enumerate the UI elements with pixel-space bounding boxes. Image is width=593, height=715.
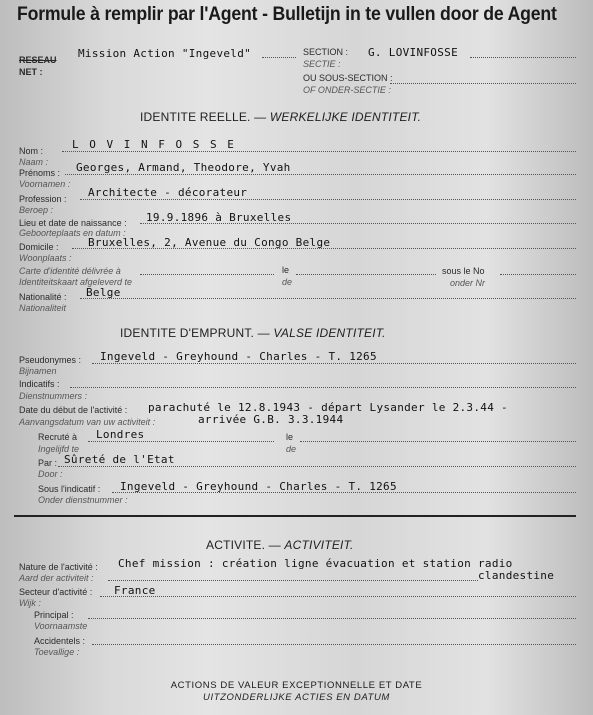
beroep-label: Beroep :: [19, 205, 54, 215]
profession-value: Architecte - décorateur: [88, 186, 248, 199]
diensnummers-label: Dienstnummers :: [19, 391, 88, 401]
recrute-value: Londres: [96, 428, 145, 441]
secteur-value: France: [114, 584, 156, 597]
pseudonymes-value: Ingeveld - Greyhound - Charles - T. 1265: [100, 350, 377, 363]
pseudonymes-label: Pseudonymes :: [19, 355, 82, 365]
recrute-de-label: de: [286, 444, 297, 454]
bijnamen-label: Bijnamen: [19, 366, 57, 376]
debut-label: Date du début de l'activité :: [19, 405, 128, 415]
secteur-label: Secteur d'activité :: [19, 587, 93, 597]
sous-no-label: sous le No: [442, 266, 485, 276]
recrute-le-label: le: [286, 432, 294, 442]
toevallige-label: Toevallige :: [34, 647, 80, 657]
net-label: NET :: [19, 67, 43, 77]
carte-de-label: de: [282, 277, 293, 287]
kaart-label: Identiteitskaart afgeleverd te: [19, 277, 133, 287]
naissance-value: 19.9.1896 à Bruxelles: [146, 211, 292, 224]
reseau-value: Mission Action "Ingeveld": [78, 47, 252, 60]
carte-le-label: le: [282, 265, 290, 275]
profession-label: Profession :: [19, 194, 67, 204]
principal-label: Principal :: [34, 610, 74, 620]
voornamen-label: Voornamen :: [19, 179, 71, 189]
recrute-label: Recruté à: [38, 432, 78, 442]
wijk-label: Wijk :: [19, 598, 41, 608]
naissance-label: Lieu et date de naissance :: [19, 218, 127, 228]
nationaliteit-label: Nationaliteit: [19, 303, 67, 313]
nationalite-value: Belge: [86, 286, 121, 299]
par-value: Sûreté de l'Etat: [64, 453, 175, 466]
onder-dienst-label: Onder dienstnummer :: [38, 495, 128, 505]
domicile-value: Bruxelles, 2, Avenue du Congo Belge: [88, 236, 331, 249]
section-label: SECTION :: [303, 47, 349, 57]
prenoms-label: Prénoms :: [19, 168, 61, 178]
aanvang-label: Aanvangsdatum van uw activiteit :: [19, 417, 156, 427]
nationalite-label: Nationalité :: [19, 292, 67, 302]
form-header: Formule à remplir par l'Agent - Bulletijn in te vullen door de Agent: [17, 4, 557, 25]
debut-value-line2: arrivée G.B. 3.3.1944: [198, 413, 344, 426]
section-value: G. LOVINFOSSE: [368, 46, 458, 59]
geboorte-label: Geboorteplaats en datum :: [19, 228, 126, 238]
accidentels-label: Accidentels :: [34, 636, 86, 646]
carte-label: Carte d'identité délivrée à: [19, 266, 121, 276]
sous-indicatif-label: Sous l'indicatif :: [38, 484, 101, 494]
nature-label: Nature de l'activité :: [19, 562, 98, 572]
woonplaats-label: Woonplaats :: [19, 253, 72, 263]
aard-label: Aard der activiteit :: [19, 573, 94, 583]
indicatifs-label: Indicatifs :: [19, 379, 60, 389]
sous-indicatif-value: Ingeveld - Greyhound - Charles - T. 1265: [120, 480, 397, 493]
onder-nr-label: onder Nr: [450, 278, 486, 288]
identite-reelle-heading: IDENTITE REELLE. — WERKELIJKE IDENTITEIT.: [140, 110, 422, 124]
ingelijfd-label: Ingelijfd te: [38, 444, 80, 454]
nature-value-line2: clandestine: [478, 569, 555, 582]
nom-value: L O V I N F O S S E: [72, 138, 236, 151]
activite-heading: ACTIVITE. — ACTIVITEIT.: [206, 538, 354, 552]
identite-emprunt-heading: IDENTITE D'EMPRUNT. — VALSE IDENTITEIT.: [120, 326, 386, 340]
domicile-label: Domicile :: [19, 242, 59, 252]
nom-label: Nom :: [19, 146, 44, 156]
prenoms-value: Georges, Armand, Theodore, Yvah: [76, 161, 291, 174]
reseau-label: RESEAU: [19, 55, 57, 65]
voornaamste-label: Voornaamste: [34, 621, 88, 631]
door-label: Door :: [38, 469, 63, 479]
sectie-label: SECTIE :: [303, 59, 341, 69]
sous-section-label: OU SOUS-SECTION :: [303, 73, 393, 83]
nature-value-line1: Chef mission : création ligne évacuation et station radio: [118, 557, 513, 570]
actions-heading-nl: UITZONDERLIJKE ACTIES EN DATUM: [203, 692, 390, 703]
onder-sectie-label: OF ONDER-SECTIE :: [303, 85, 391, 95]
par-label: Par :: [38, 458, 58, 468]
naam-label: Naam :: [19, 157, 49, 167]
section-divider: [14, 515, 576, 517]
actions-heading-fr: ACTIONS DE VALEUR EXCEPTIONNELLE ET DATE: [170, 680, 423, 691]
debut-value-line1: parachuté le 12.8.1943 - départ Lysander le 2.3.44 -: [148, 401, 508, 414]
